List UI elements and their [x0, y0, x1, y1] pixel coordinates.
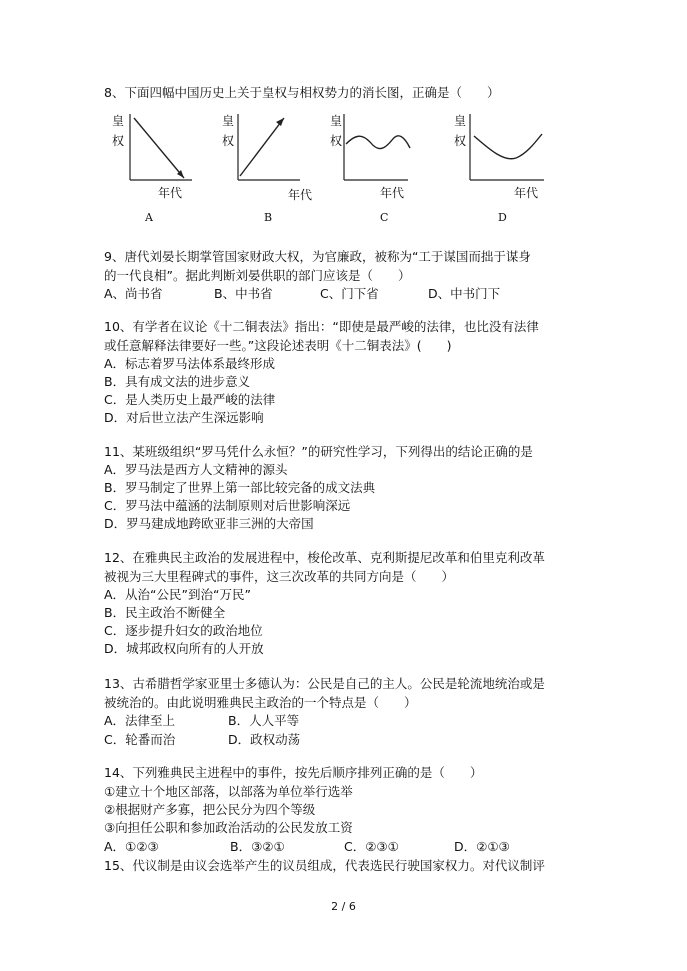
- q14-option-a[interactable]: A．①②③: [104, 839, 159, 854]
- q11-option-c[interactable]: C．罗马法中蕴涵的法制原则对后世影响深远: [104, 498, 351, 513]
- q13-stem-line2: 被统治的。由此说明雅典民主政治的一个特点是（ ）: [104, 695, 417, 710]
- graph-c: [330, 110, 440, 228]
- q9-option-d[interactable]: D、中书门下: [428, 286, 501, 301]
- q14-option-b[interactable]: B．③②①: [230, 839, 285, 854]
- q14-item-1: ①建立十个地区部落，以部落为单位举行选举: [104, 784, 353, 799]
- q10-stem-line2: 或任意解释法律要好一些。”这段论述表明《十二铜表法》( ): [104, 338, 452, 353]
- q9-stem-line2: 的一代良相”。据此判断刘晏供职的部门应该是（ ）: [104, 268, 411, 283]
- q9-option-a[interactable]: A、尚书省: [104, 286, 163, 301]
- q12-option-a[interactable]: A．从治“公民”到治“万民”: [104, 587, 251, 602]
- q12-option-c[interactable]: C．逐步提升妇女的政治地位: [104, 623, 263, 638]
- q10-stem-line1: 10、有学者在议论《十二铜表法》指出：“即使是最严峻的法律，也比没有法律: [104, 319, 539, 334]
- q10-option-a[interactable]: A．标志着罗马法体系最终形成: [104, 356, 276, 371]
- q11-option-d[interactable]: D．罗马建成地跨欧亚非三洲的大帝国: [104, 516, 314, 531]
- q10-option-c[interactable]: C．是人类历史上最严峻的法律: [104, 392, 276, 407]
- graph-a-caption: A: [145, 211, 153, 224]
- q11-option-a[interactable]: A．罗马法是西方人文精神的源头: [104, 462, 288, 477]
- graph-b-ylabel-bottom: 权: [222, 134, 235, 148]
- graph-b-ylabel-top: 皇: [222, 114, 235, 128]
- q14-option-c[interactable]: C．②③①: [344, 839, 399, 854]
- q10-option-b[interactable]: B．具有成文法的进步意义: [104, 374, 251, 389]
- q9-option-b[interactable]: B、中书省: [214, 286, 273, 301]
- graph-b: [222, 110, 332, 228]
- graph-a-plot: [112, 110, 222, 190]
- graph-a: [112, 110, 222, 228]
- graph-b-caption: B: [264, 211, 273, 224]
- q15-stem-line1: 15、代议制是由议会选举产生的议员组成，代表选民行驶国家权力。对代议制评: [104, 858, 545, 873]
- q12-stem-line2: 被视为三大里程碑式的事件，这三次改革的共同方向是（ ）: [104, 569, 455, 584]
- q9-option-c[interactable]: C、门下省: [320, 286, 379, 301]
- q14-stem-line1: 14、下列雅典民主进程中的事件，按先后顺序排列正确的是（ ）: [104, 765, 483, 780]
- graph-d: [454, 110, 564, 228]
- graph-c-ylabel-bottom: 权: [330, 134, 343, 148]
- graph-b-plot: [222, 110, 332, 190]
- graph-a-ylabel-bottom: 权: [112, 134, 125, 148]
- q13-stem-line1: 13、古希腊哲学家亚里士多德认为：公民是自己的主人。公民是轮流地统治或是: [104, 676, 545, 691]
- q10-option-d[interactable]: D．对后世立法产生深远影响: [104, 410, 264, 425]
- graph-b-xlabel: 年代: [288, 188, 313, 202]
- graph-c-caption: C: [380, 211, 389, 224]
- graph-a-curve: [134, 118, 184, 178]
- q14-option-d[interactable]: D．②①③: [454, 839, 510, 854]
- graph-a-xlabel: 年代: [158, 186, 183, 200]
- q11-stem-line1: 11、某班级组织“罗马凭什么永恒？”的研究性学习，下列得出的结论正确的是: [104, 444, 533, 459]
- graph-c-xlabel: 年代: [380, 186, 405, 200]
- graph-d-ylabel-top: 皇: [454, 114, 467, 128]
- graph-d-xlabel: 年代: [514, 186, 539, 200]
- graph-d-caption: D: [498, 211, 507, 224]
- q13-option-b[interactable]: B．人人平等: [228, 713, 300, 728]
- q14-item-2: ②根据财产多寡，把公民分为四个等级: [104, 802, 316, 817]
- graph-d-ylabel-bottom: 权: [454, 134, 467, 148]
- q12-option-b[interactable]: B．民主政治不断健全: [104, 605, 226, 620]
- q12-option-d[interactable]: D．城邦政权向所有的人开放: [104, 641, 264, 656]
- graph-c-plot: [330, 110, 440, 190]
- graph-d-plot: [454, 110, 564, 190]
- q13-option-d[interactable]: D．政权动荡: [228, 732, 301, 747]
- q13-option-c[interactable]: C．轮番而治: [104, 732, 176, 747]
- q9-stem-line1: 9、唐代刘晏长期掌管国家财政大权，为官廉政，被称为“工于谋国而拙于谋身: [104, 249, 531, 264]
- q13-option-a[interactable]: A．法律至上: [104, 713, 176, 728]
- q14-item-3: ③向担任公职和参加政治活动的公民发放工资: [104, 820, 353, 835]
- graph-c-ylabel-top: 皇: [330, 114, 343, 128]
- graph-a-ylabel-top: 皇: [112, 114, 125, 128]
- q8-stem: 8、下面四幅中国历史上关于皇权与相权势力的消长图，正确是（ ）: [104, 85, 500, 100]
- graph-d-curve: [474, 134, 542, 159]
- q11-option-b[interactable]: B．罗马制定了世界上第一部比较完备的成文法典: [104, 480, 376, 495]
- graph-b-curve: [240, 118, 284, 176]
- graph-c-curve: [346, 136, 410, 149]
- q12-stem-line1: 12、在雅典民主政治的发展进程中，梭伦改革、克利斯提尼改革和伯里克利改革: [104, 550, 545, 565]
- page-number: 2 / 6: [331, 900, 356, 913]
